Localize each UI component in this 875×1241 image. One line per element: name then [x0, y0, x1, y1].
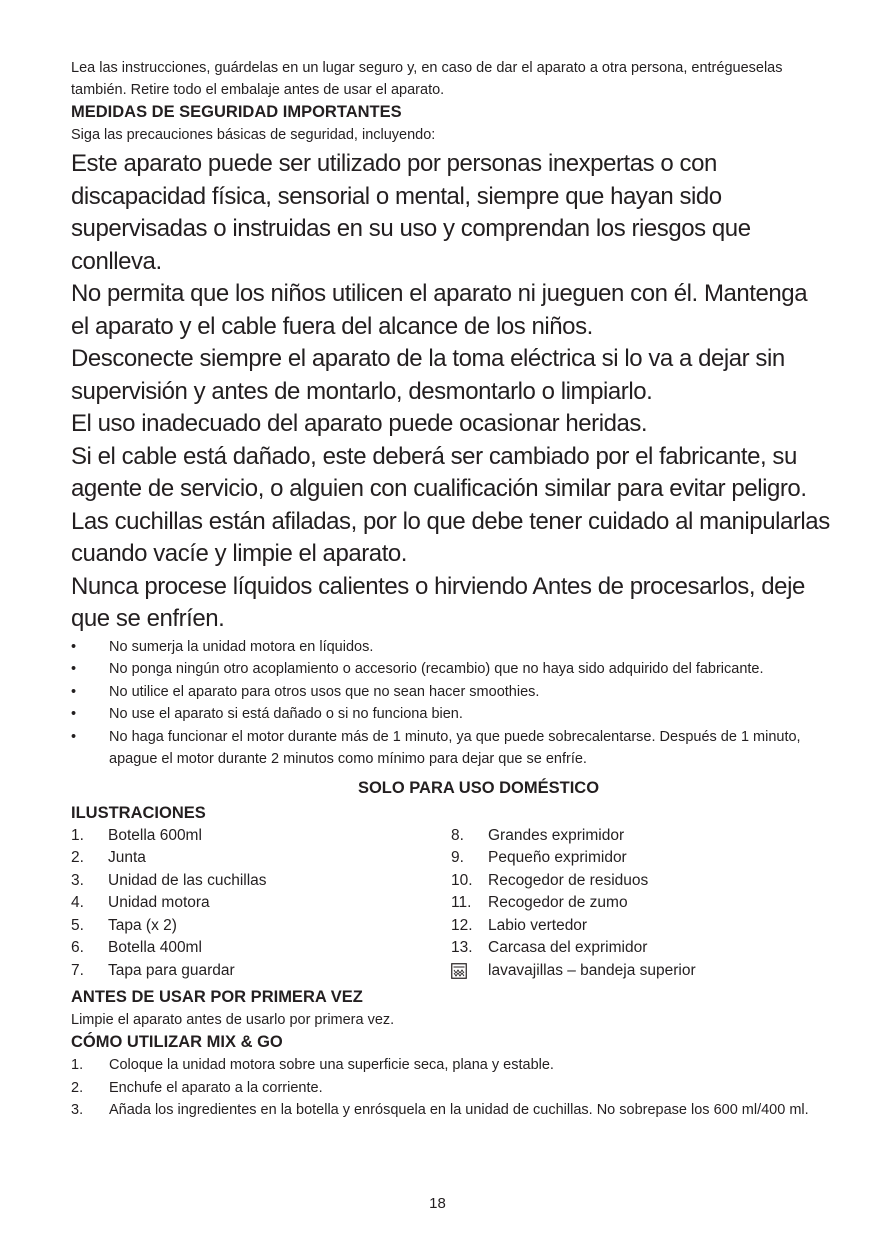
dishwasher-label: lavavajillas – bandeja superior	[488, 961, 696, 979]
illustrations-heading: ILUSTRACIONES	[71, 803, 206, 822]
list-item: 3. Añada los ingredientes en la botella y enrósquela en la unidad de cuchillas. No sobrepase los 600 ml/400 ml.	[71, 1102, 809, 1118]
safety-paragraph: Las cuchillas están afiladas, por lo que debe tener cuidado al manipularlas cuando vacíe y limpie el aparato.	[71, 507, 830, 567]
list-item: • No sumerja la unidad motora en líquidos.	[71, 636, 831, 659]
before-use-text: Limpie el aparato antes de usarlo por primera vez.	[71, 1012, 395, 1028]
list-item: 6. Botella 400ml	[71, 939, 202, 956]
safety-paragraph: Este aparato puede ser utilizado por personas inexpertas o con discapacidad física, sensorial o mental, siempre que hayan sido supervisadas o instruidas en su uso y comprendan los riesgos que conlleva.	[71, 150, 751, 275]
safety-paragraph: El uso inadecuado del aparato puede ocasionar heridas.	[71, 410, 648, 437]
list-item: 11. Recogedor de zumo	[451, 894, 628, 911]
list-item: 2. Junta	[71, 849, 146, 866]
list-item: 9. Pequeño exprimidor	[451, 849, 627, 866]
list-item: • No ponga ningún otro acoplamiento o accesorio (recambio) que no haya sido adquirido del fabricante.	[71, 658, 831, 681]
bullet-icon: •	[71, 728, 77, 745]
how-to-steps	[71, 1054, 831, 1122]
bullet-icon: •	[71, 661, 77, 677]
safety-heading: MEDIDAS DE SEGURIDAD IMPORTANTES	[71, 103, 402, 121]
list-item: • No haga funcionar el motor durante más de 1 minuto, ya que puede sobrecalentarse. Después de 1 minuto, apague el motor durante 2 minutos como mínimo para dejar que se enfríe.	[71, 726, 831, 771]
safety-paragraph: Desconecte siempre el aparato de la toma eléctrica si lo va a dejar sin supervisión y antes de montarlo, desmontarlo o limpiarlo.	[71, 345, 785, 405]
bullet-icon: •	[71, 683, 77, 700]
safety-paragraph: Nunca procese líquidos calientes o hirviendo Antes de procesarlos, deje que se enfríen.	[71, 572, 805, 632]
bullet-icon: •	[71, 706, 77, 722]
how-to-heading: CÓMO UTILIZAR MIX & GO	[71, 1033, 283, 1051]
intro-text: Lea las instrucciones, guárdelas en un lugar seguro y, en caso de dar el aparato a otra persona, entrégueselas también. Retire todo el embalaje antes de usar el aparato.	[71, 60, 783, 98]
bullet-icon: •	[71, 638, 77, 655]
dishwasher-icon	[451, 963, 467, 979]
page-number: 18	[429, 1195, 446, 1212]
safety-subheading: Siga las precauciones básicas de seguridad, incluyendo:	[71, 127, 436, 143]
safety-paragraphs	[71, 148, 831, 636]
list-item: 2. Enchufe el aparato a la corriente.	[71, 1079, 323, 1096]
illustrations-left-column	[71, 825, 451, 987]
list-item: 7. Tapa para guardar	[71, 961, 235, 979]
illustrations-right-column	[451, 825, 831, 987]
document-page	[71, 57, 831, 1122]
list-item	[451, 960, 831, 987]
safety-paragraph: No permita que los niños utilicen el aparato ni jueguen con él. Mantenga el aparato y el cable fuera del alcance de los niños.	[71, 280, 808, 340]
list-item: 12. Labio vertedor	[451, 916, 588, 934]
list-item: • No utilice el aparato para otros usos que no sean hacer smoothies.	[71, 681, 831, 704]
list-item: 4. Unidad motora	[71, 894, 210, 911]
domestic-use-heading: SOLO PARA USO DOMÉSTICO	[357, 778, 600, 797]
list-item: 5. Tapa (x 2)	[71, 916, 177, 934]
list-item: 10. Recogedor de residuos	[451, 871, 649, 889]
safety-paragraph: Si el cable está dañado, este deberá ser cambiado por el fabricante, su agente de servicio, o alguien con cualificación similar para evitar peligro.	[71, 442, 807, 502]
list-item: 1. Botella 600ml	[71, 826, 202, 844]
before-use-heading: ANTES DE USAR POR PRIMERA VEZ	[71, 988, 363, 1006]
illustrations-list	[71, 825, 831, 987]
list-item: 8. Grandes exprimidor	[451, 826, 625, 844]
list-item: 1. Coloque la unidad motora sobre una superficie seca, plana y estable.	[71, 1057, 554, 1073]
list-item: • No use el aparato si está dañado o si no funciona bien.	[71, 703, 831, 726]
safety-bullet-list	[71, 636, 831, 771]
list-item: 3. Unidad de las cuchillas	[71, 871, 267, 889]
list-item: 13. Carcasa del exprimidor	[451, 939, 648, 956]
